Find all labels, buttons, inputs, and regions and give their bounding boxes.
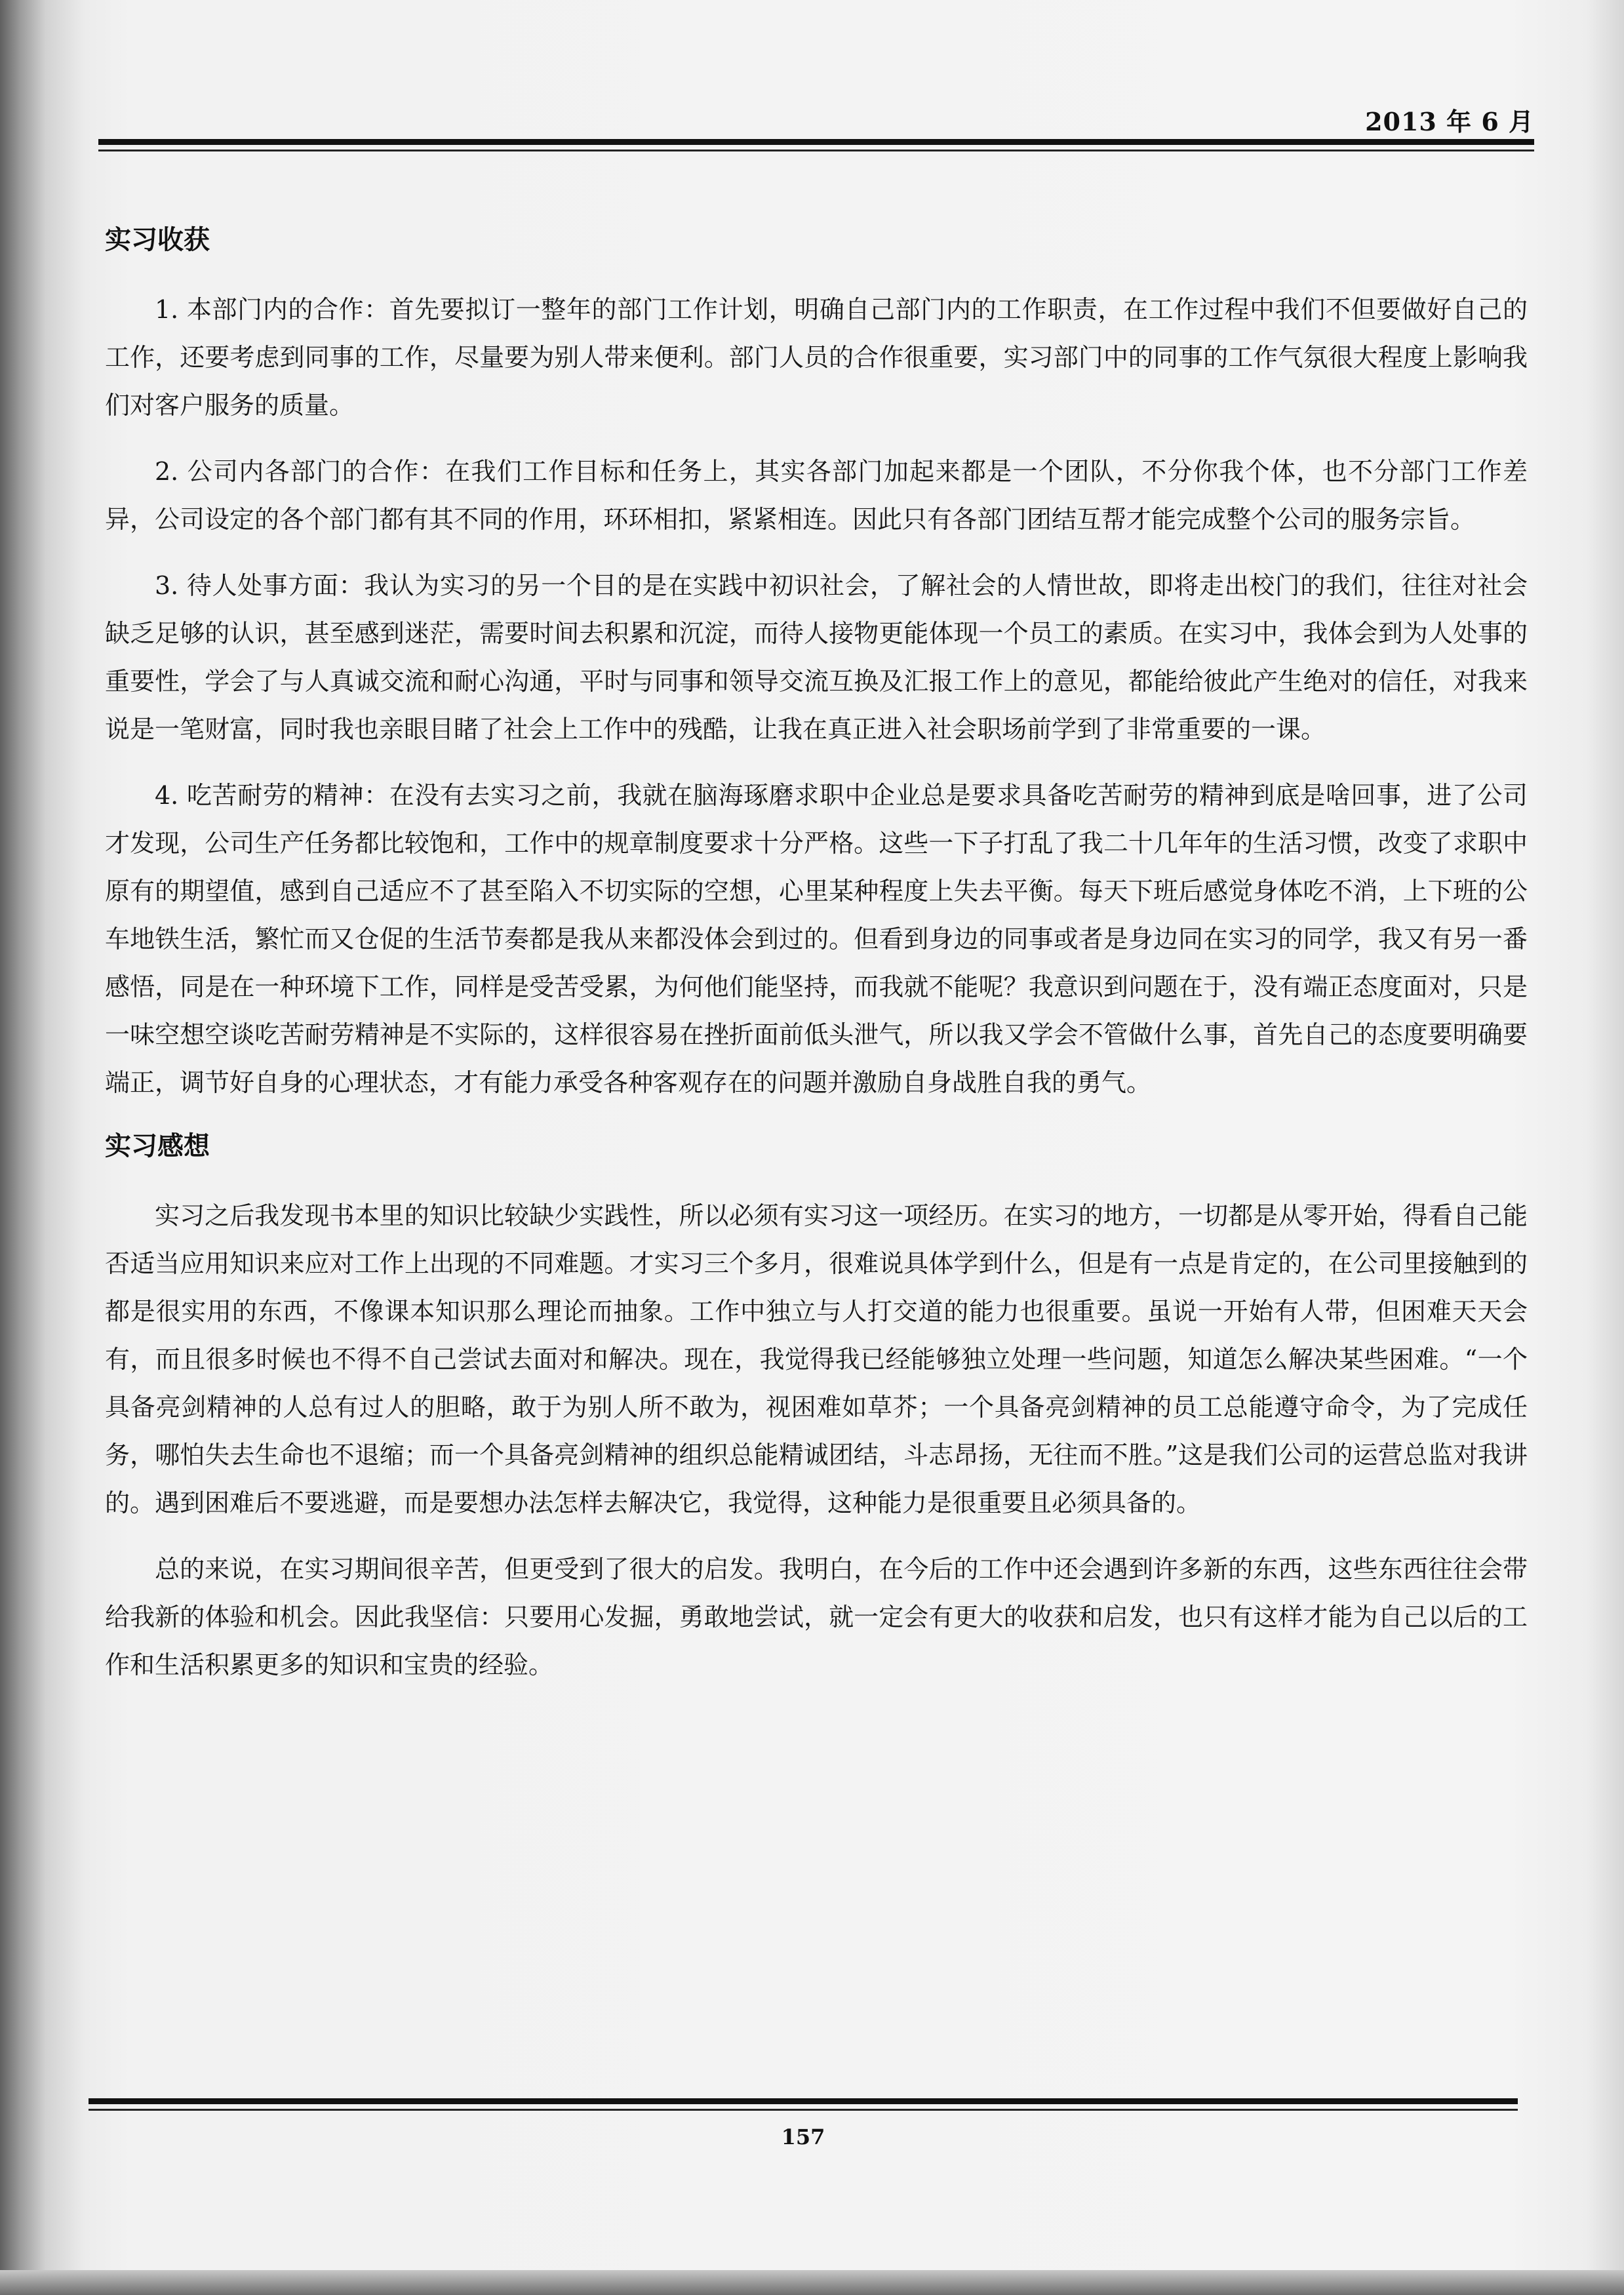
paragraph: 实习之后我发现书本里的知识比较缺少实践性，所以必须有实习这一项经历。在实习的地方，一切都是从零开始，得看自己能否适当应用知识来应对工作上出现的不同难题。才实习三个多月，很难说具体学到什么，但是有一点是肯定的，在公司里接触到的都是很实用的东西，不像课本知识那么理论而抽象。工作中独立与人打交道的能力也很重要。虽说一开始有人带，但困难天天会有，而且很多时候也不得不自己尝试去面对和解决。现在，我觉得我已经能够独立处理一些问题，知道怎么解决某些困难。“一个具备亮剑精神的人总有过人的胆略，敢于为别人所不敢为，视困难如草芥；一个具备亮剑精神的员工总能遵守命令，为了完成任务，哪怕失去生命也不退缩；而一个具备亮剑精神的组织总能精诚团结，斗志昂扬，无往而不胜。”这是我们公司的运营总监对我讲的。遇到困难后不要逃避，而是要想办法怎样去解决它，我觉得，这种能力是很重要且必须具备的。	[105, 1201, 1528, 1517]
footer-rule-thin	[89, 2109, 1518, 2111]
paragraph: 总的来说，在实习期间很辛苦，但更受到了很大的启发。我明白，在今后的工作中还会遇到许多新的东西，这些东西往往会带给我新的体验和机会。因此我坚信：只要用心发掘，勇敢地尝试，就一定会有更大的收获和启发，也只有这样才能为自己以后的工作和生活积累更多的知识和宝贵的经验。	[105, 1555, 1528, 1679]
issue-date: 2013 年 6 月	[1365, 107, 1534, 136]
footer-rule-thick	[89, 2098, 1518, 2104]
paragraph: 4. 吃苦耐劳的精神：在没有去实习之前，我就在脑海琢磨求职中企业总是要求具备吃苦耐劳的精神到底是啥回事，进了公司才发现，公司生产任务都比较饱和，工作中的规章制度要求十分严格。这些一下子打乱了我二十几年年的生活习惯，改变了求职中原有的期望值，感到自己适应不了甚至陷入不切实际的空想，心里某种程度上失去平衡。每天下班后感觉身体吃不消，上下班的公车地铁生活，繁忙而又仓促的生活节奏都是我从来都没体会到过的。但看到身边的同事或者是身边同在实习的同学，我又有另一番感悟，同是在一种环境下工作，同样是受苦受累，为何他们能坚持，而我就不能呢？我意识到问题在于，没有端正态度面对，只是一味空想空谈吃苦耐劳精神是不实际的，这样很容易在挫折面前低头泄气，所以我又学会不管做什么事，首先自己的态度要明确要端正，调节好自身的心理状态，才有能力承受各种客观存在的问题并激励自身战胜自我的勇气。	[105, 781, 1528, 1097]
page-header	[98, 98, 1534, 157]
section-title-harvest: 实习收获	[105, 225, 210, 255]
paragraph: 2. 公司内各部门的合作：在我们工作目标和任务上，其实各部门加起来都是一个团队，不分你我个体，也不分部门工作差异，公司设定的各个部门都有其不同的作用，环环相扣，紧紧相连。因此只有各部门团结互帮才能完成整个公司的服务宗旨。	[105, 457, 1528, 534]
paragraph: 3. 待人处事方面：我认为实习的另一个目的是在实践中初识社会，了解社会的人情世故，即将走出校门的我们，往往对社会缺乏足够的认识，甚至感到迷茫，需要时间去积累和沉淀，而待人接物更能体现一个员工的素质。在实习中，我体会到为人处事的重要性，学会了与人真诚交流和耐心沟通，平时与同事和领导交流互换及汇报工作上的意见，都能给彼此产生绝对的信任，对我来说是一笔财富，同时我也亲眼目睹了社会上工作中的残酷，让我在真正进入社会职场前学到了非常重要的一课。	[105, 571, 1528, 744]
scan-bottom-edge	[0, 2270, 1624, 2295]
section-title-reflections: 实习感想	[105, 1131, 210, 1161]
page-footer	[89, 2098, 1518, 2157]
header-rule-thin	[98, 150, 1534, 151]
header-rule-thick	[98, 139, 1534, 145]
page-number: 157	[781, 2125, 825, 2149]
article-body	[105, 220, 1528, 1707]
paragraph: 1. 本部门内的合作：首先要拟订一整年的部门工作计划，明确自己部门内的工作职责，在工作过程中我们不但要做好自己的工作，还要考虑到同事的工作，尽量要为别人带来便利。部门人员的合作很重要，实习部门中的同事的工作气氛很大程度上影响我们对客户服务的质量。	[105, 295, 1528, 420]
